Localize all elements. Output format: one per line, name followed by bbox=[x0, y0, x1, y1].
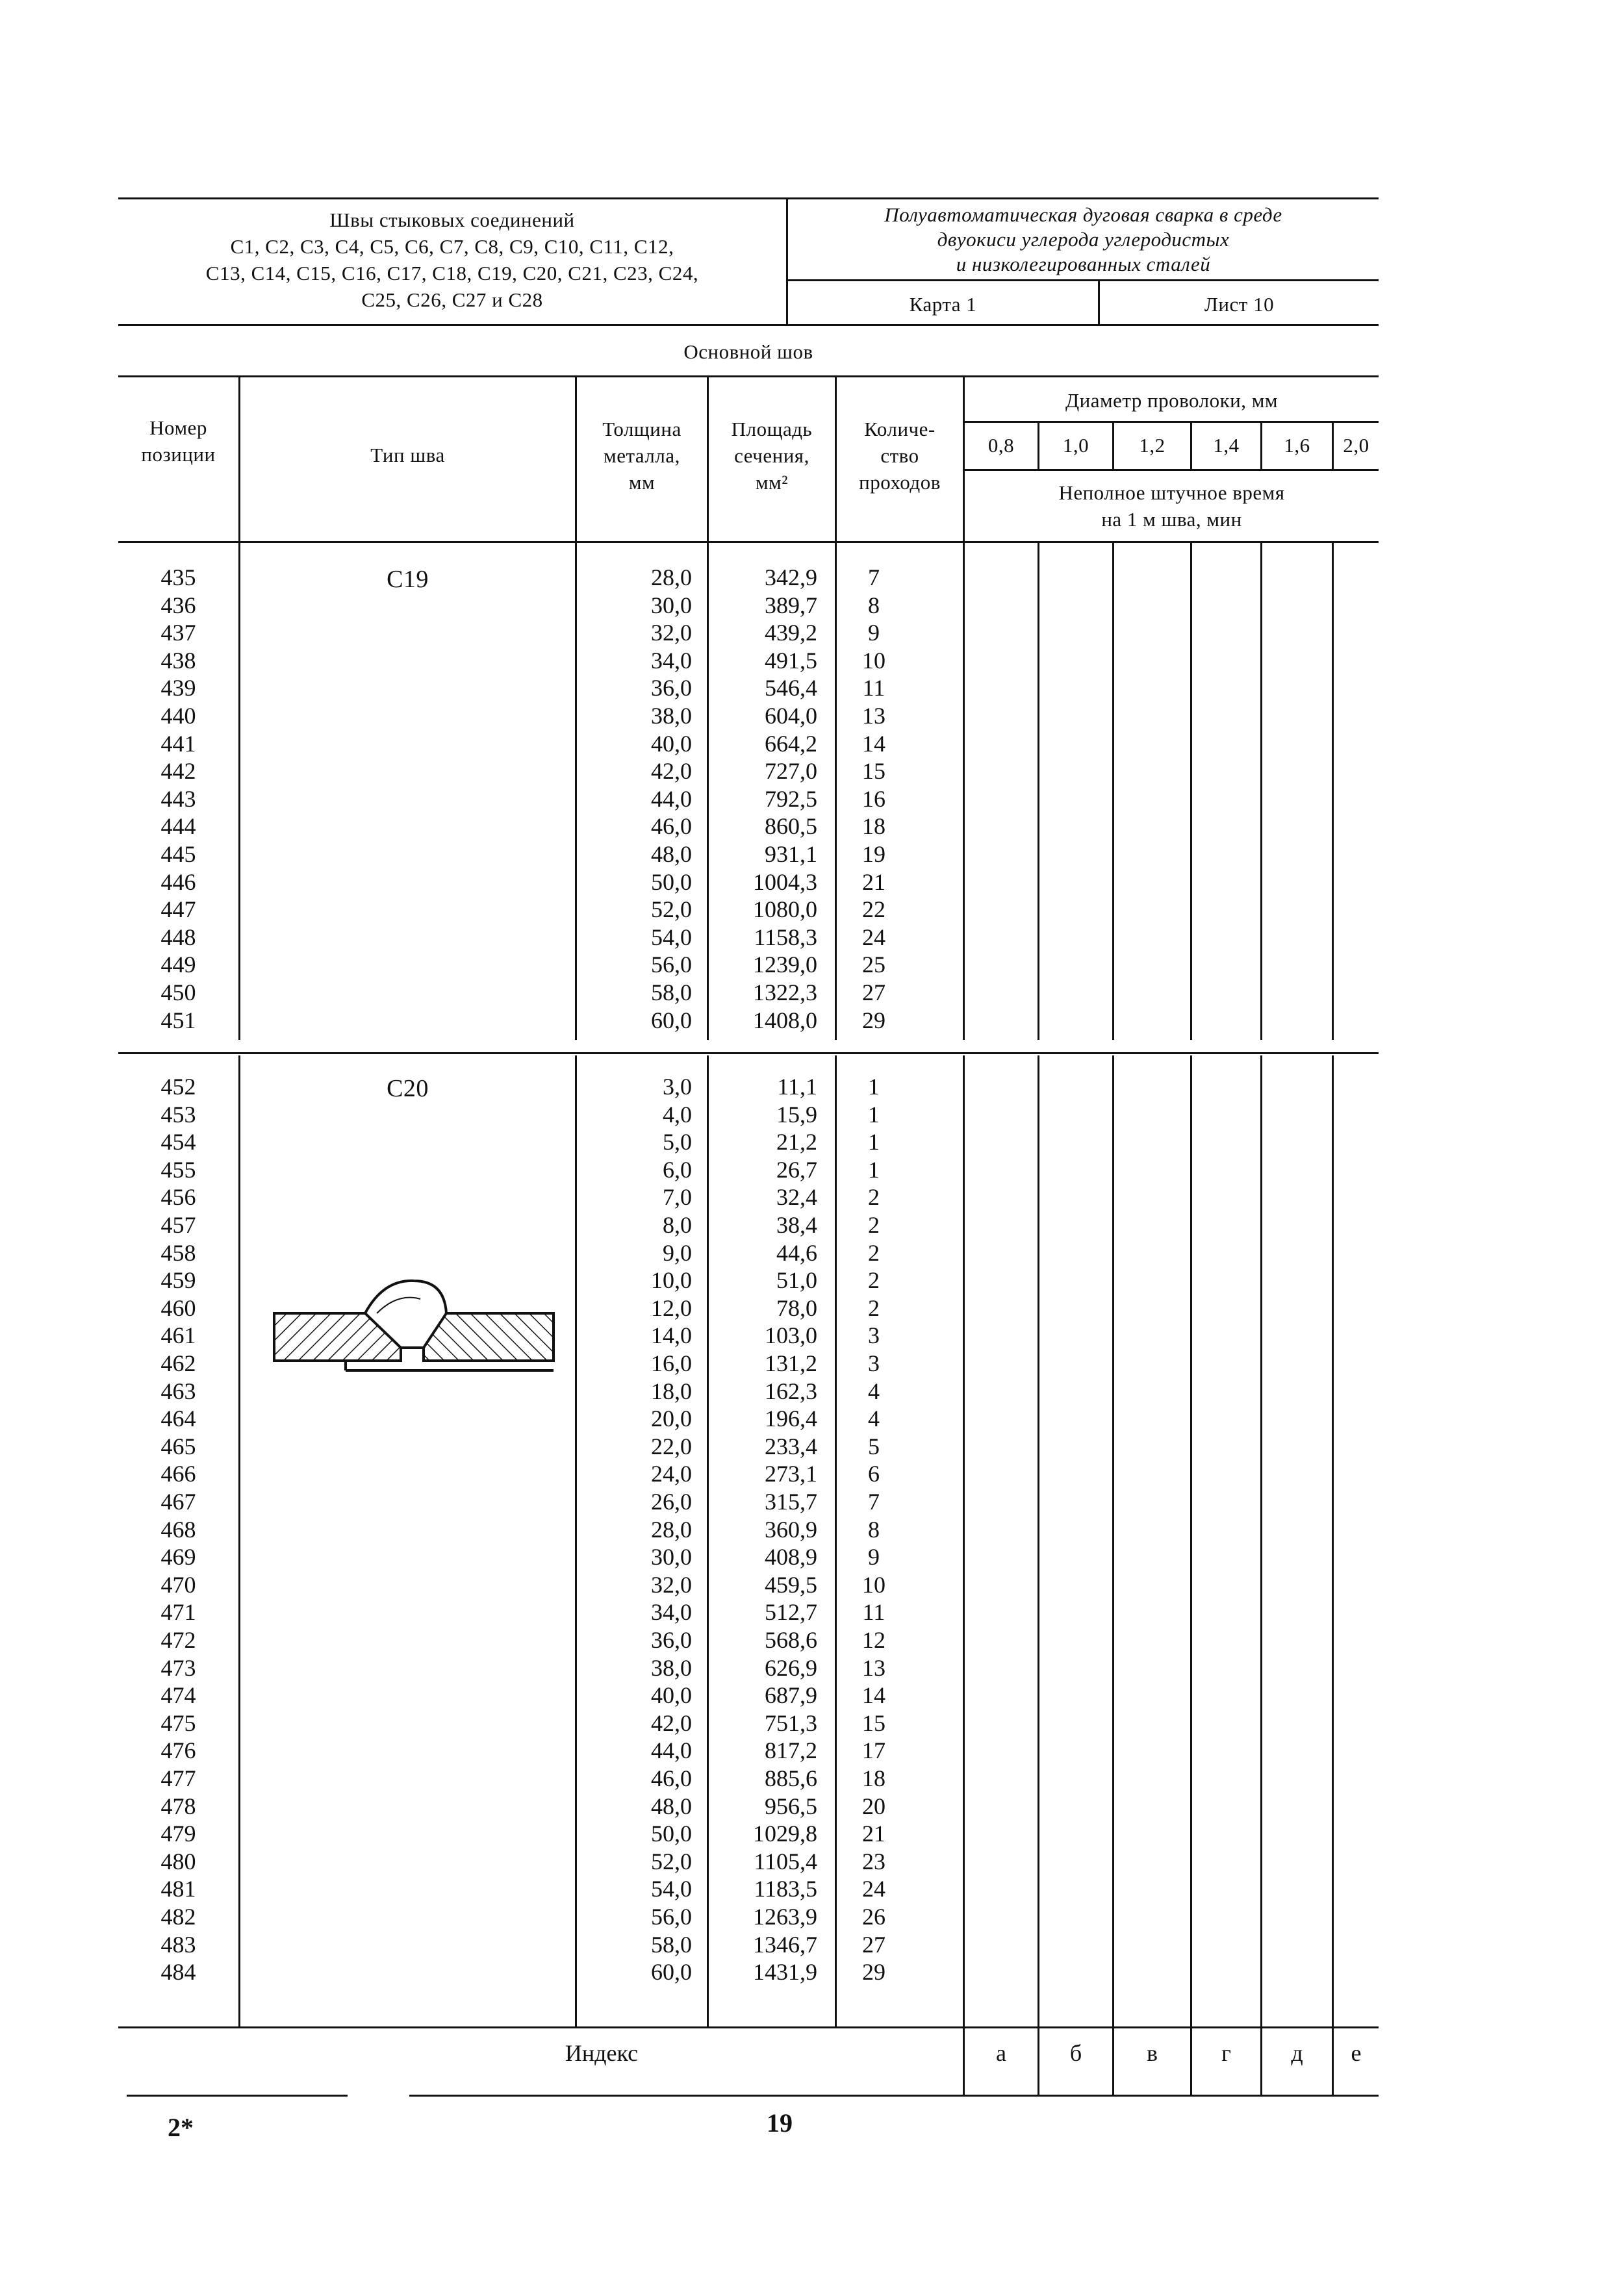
cell-thickness: 10,0 bbox=[651, 1267, 692, 1294]
cell-position: 482 bbox=[160, 1904, 196, 1930]
cell-area: 78,0 bbox=[776, 1294, 817, 1321]
top-rule bbox=[118, 197, 1379, 199]
cell-position: 460 bbox=[160, 1294, 196, 1321]
cell-position: 476 bbox=[160, 1737, 196, 1764]
seam-type-c19: С19 bbox=[387, 566, 429, 593]
cell-passes: 24 bbox=[862, 924, 885, 950]
cell-thickness: 34,0 bbox=[651, 647, 692, 674]
index-e: е bbox=[1351, 2040, 1362, 2066]
index-label: Индекс bbox=[565, 2040, 639, 2066]
header-rows-rule bbox=[118, 541, 1379, 543]
cell-thickness: 50,0 bbox=[651, 868, 692, 895]
cell-thickness: 28,0 bbox=[651, 1516, 692, 1543]
cell-passes: 15 bbox=[862, 758, 885, 785]
cell-area: 196,4 bbox=[765, 1406, 817, 1432]
cell-area: 687,9 bbox=[765, 1682, 817, 1709]
col-head-passes bbox=[837, 416, 963, 496]
header-right-line: двуокиси углерода углеродистых bbox=[937, 228, 1230, 251]
col-head-thickness bbox=[577, 416, 707, 496]
body-col-divider bbox=[238, 1055, 240, 2026]
body-col-divider bbox=[963, 541, 965, 1040]
cell-thickness: 42,0 bbox=[651, 758, 692, 785]
cell-passes: 1 bbox=[868, 1156, 880, 1183]
index-b: б bbox=[1069, 2040, 1082, 2066]
cell-thickness: 44,0 bbox=[651, 785, 692, 812]
col-head-line: мм² bbox=[755, 471, 789, 494]
cell-thickness: 24,0 bbox=[651, 1461, 692, 1487]
seam-type-c20: С20 bbox=[387, 1075, 429, 1102]
cell-area: 792,5 bbox=[765, 785, 817, 812]
col-head-line: металла, bbox=[604, 444, 680, 467]
cell-area: 626,9 bbox=[765, 1654, 817, 1681]
cell-area: 439,2 bbox=[765, 620, 817, 646]
cell-thickness: 30,0 bbox=[651, 592, 692, 618]
cell-area: 273,1 bbox=[765, 1461, 817, 1487]
cell-passes: 17 bbox=[862, 1737, 885, 1764]
cell-area: 162,3 bbox=[765, 1378, 817, 1404]
body-col-divider bbox=[1112, 541, 1114, 1040]
header-right-line: и низколегированных сталей bbox=[956, 253, 1211, 275]
cell-passes: 27 bbox=[862, 1931, 885, 1958]
weld-section-drawing bbox=[268, 1273, 560, 1374]
cell-passes: 16 bbox=[862, 785, 885, 812]
cell-passes: 24 bbox=[862, 1876, 885, 1902]
cell-passes: 19 bbox=[862, 841, 885, 867]
cell-thickness: 18,0 bbox=[651, 1378, 692, 1404]
cell-area: 342,9 bbox=[765, 564, 817, 590]
header-bottom-rule bbox=[118, 324, 1379, 326]
cell-area: 44,6 bbox=[776, 1239, 817, 1266]
cell-position: 456 bbox=[160, 1184, 196, 1211]
cell-position: 484 bbox=[160, 1959, 196, 1986]
col-head-line: Неполное штучное время bbox=[1058, 481, 1285, 504]
cell-area: 727,0 bbox=[765, 758, 817, 785]
cell-area: 459,5 bbox=[765, 1571, 817, 1598]
cell-thickness: 36,0 bbox=[651, 1627, 692, 1653]
cell-position: 458 bbox=[160, 1239, 196, 1266]
header-right-line: Полуавтоматическая дуговая сварка в среде bbox=[884, 203, 1282, 226]
body-col-divider bbox=[1260, 541, 1262, 1040]
cell-thickness: 3,0 bbox=[663, 1074, 692, 1100]
cell-area: 389,7 bbox=[765, 592, 817, 618]
cell-thickness: 54,0 bbox=[651, 1876, 692, 1902]
cell-passes: 4 bbox=[868, 1378, 880, 1404]
page-number: 19 bbox=[767, 2108, 793, 2138]
cell-passes: 2 bbox=[868, 1212, 880, 1238]
cell-passes: 25 bbox=[862, 952, 885, 978]
cell-position: 468 bbox=[160, 1516, 196, 1543]
cell-passes: 27 bbox=[862, 979, 885, 1005]
cell-area: 1322,3 bbox=[753, 979, 817, 1005]
cell-position: 450 bbox=[160, 979, 196, 1005]
cell-position: 435 bbox=[160, 564, 196, 590]
cell-passes: 12 bbox=[862, 1627, 885, 1653]
cell-area: 885,6 bbox=[765, 1765, 817, 1791]
body-col-divider bbox=[963, 1055, 965, 2095]
cell-area: 1263,9 bbox=[753, 1904, 817, 1930]
cell-thickness: 58,0 bbox=[651, 1931, 692, 1958]
cell-passes: 21 bbox=[862, 868, 885, 895]
diameter-0-8: 0,8 bbox=[987, 434, 1015, 457]
cell-position: 439 bbox=[160, 675, 196, 701]
col-head-line: проходов bbox=[859, 471, 941, 494]
cell-thickness: 5,0 bbox=[663, 1129, 692, 1155]
cell-thickness: 34,0 bbox=[651, 1599, 692, 1626]
cell-passes: 4 bbox=[868, 1406, 880, 1432]
cell-thickness: 56,0 bbox=[651, 1904, 692, 1930]
cell-passes: 9 bbox=[868, 1544, 880, 1571]
sheet-label: Лист 10 bbox=[1204, 293, 1275, 316]
cell-passes: 11 bbox=[862, 675, 885, 701]
cell-area: 32,4 bbox=[776, 1184, 817, 1211]
body-col-divider bbox=[1038, 1055, 1039, 2095]
header-right-rule bbox=[786, 279, 1379, 281]
cell-position: 444 bbox=[160, 813, 196, 840]
index-a: а bbox=[996, 2040, 1006, 2066]
cell-area: 38,4 bbox=[776, 1212, 817, 1238]
col-head-line: позиции bbox=[141, 443, 216, 466]
cell-position: 465 bbox=[160, 1433, 196, 1459]
cell-passes: 18 bbox=[862, 1765, 885, 1791]
cell-position: 466 bbox=[160, 1461, 196, 1487]
col-head-line: на 1 м шва, мин bbox=[1101, 508, 1242, 531]
cell-position: 454 bbox=[160, 1129, 196, 1155]
cell-position: 483 bbox=[160, 1931, 196, 1958]
cell-area: 604,0 bbox=[765, 703, 817, 729]
cell-thickness: 6,0 bbox=[663, 1156, 692, 1183]
cell-passes: 2 bbox=[868, 1294, 880, 1321]
cell-area: 26,7 bbox=[776, 1156, 817, 1183]
body-col-divider bbox=[1260, 1055, 1262, 2095]
cell-passes: 18 bbox=[862, 813, 885, 840]
cell-passes: 13 bbox=[862, 703, 885, 729]
body-col-divider bbox=[1332, 541, 1334, 1040]
col-head-line: Номер bbox=[149, 416, 207, 439]
cell-position: 464 bbox=[160, 1406, 196, 1432]
cell-area: 360,9 bbox=[765, 1516, 817, 1543]
cell-position: 443 bbox=[160, 785, 196, 812]
col-head-line: Площадь bbox=[731, 418, 813, 440]
cell-position: 453 bbox=[160, 1101, 196, 1128]
cell-area: 1158,3 bbox=[754, 924, 817, 950]
cell-area: 1183,5 bbox=[754, 1876, 817, 1902]
cell-passes: 1 bbox=[868, 1101, 880, 1128]
cell-position: 441 bbox=[160, 730, 196, 757]
cell-passes: 22 bbox=[862, 896, 885, 923]
cell-passes: 1 bbox=[868, 1129, 880, 1155]
cell-position: 477 bbox=[160, 1765, 196, 1791]
cell-thickness: 46,0 bbox=[651, 1765, 692, 1791]
diameter-2-0: 2,0 bbox=[1343, 434, 1369, 457]
cell-position: 467 bbox=[160, 1489, 196, 1515]
cell-passes: 23 bbox=[862, 1848, 885, 1874]
cell-passes: 2 bbox=[868, 1239, 880, 1266]
cell-area: 1408,0 bbox=[753, 1007, 817, 1033]
cell-thickness: 8,0 bbox=[663, 1212, 692, 1238]
cell-position: 445 bbox=[160, 841, 196, 867]
cell-thickness: 14,0 bbox=[651, 1322, 692, 1349]
cell-passes: 3 bbox=[868, 1322, 880, 1349]
cell-area: 131,2 bbox=[765, 1350, 817, 1376]
body-col-divider bbox=[1190, 541, 1192, 1040]
cell-position: 438 bbox=[160, 647, 196, 674]
col-head-area bbox=[709, 416, 835, 496]
header-left-line: С25, С26, С27 и С28 bbox=[361, 288, 543, 311]
body-col-divider bbox=[1332, 1055, 1334, 2095]
cell-thickness: 46,0 bbox=[651, 813, 692, 840]
diameter-1-0: 1,0 bbox=[1062, 434, 1089, 457]
cell-passes: 10 bbox=[862, 1571, 885, 1598]
cell-passes: 1 bbox=[868, 1074, 880, 1100]
table-top-rule bbox=[118, 375, 1379, 377]
index-v: в bbox=[1147, 2040, 1158, 2066]
cell-thickness: 16,0 bbox=[651, 1350, 692, 1376]
cell-area: 860,5 bbox=[765, 813, 817, 840]
cell-area: 1105,4 bbox=[754, 1848, 817, 1874]
cell-passes: 21 bbox=[862, 1821, 885, 1847]
cell-area: 664,2 bbox=[765, 730, 817, 757]
cell-thickness: 40,0 bbox=[651, 730, 692, 757]
cell-thickness: 9,0 bbox=[663, 1239, 692, 1266]
cell-position: 474 bbox=[160, 1682, 196, 1709]
cell-position: 451 bbox=[160, 1007, 196, 1033]
cell-passes: 8 bbox=[868, 592, 880, 618]
cell-area: 512,7 bbox=[765, 1599, 817, 1626]
cell-thickness: 52,0 bbox=[651, 1848, 692, 1874]
col-head-seam-type: Тип шва bbox=[370, 444, 445, 466]
header-left-line: С13, С14, С15, С16, С17, С18, С19, С20, С21, С23, С24, bbox=[205, 262, 699, 284]
cell-position: 471 bbox=[160, 1599, 196, 1626]
cell-passes: 15 bbox=[862, 1709, 885, 1736]
cell-thickness: 40,0 bbox=[651, 1682, 692, 1709]
cell-thickness: 36,0 bbox=[651, 675, 692, 701]
body-col-divider bbox=[238, 541, 240, 1040]
cell-position: 475 bbox=[160, 1709, 196, 1736]
cell-position: 462 bbox=[160, 1350, 196, 1376]
cell-thickness: 58,0 bbox=[651, 979, 692, 1005]
cell-position: 455 bbox=[160, 1156, 196, 1183]
col-head-position bbox=[118, 414, 238, 468]
cell-thickness: 4,0 bbox=[663, 1101, 692, 1128]
cell-passes: 3 bbox=[868, 1350, 880, 1376]
body-col-divider bbox=[1038, 541, 1039, 1040]
footer-rule-left bbox=[127, 2095, 348, 2097]
cell-area: 1239,0 bbox=[753, 952, 817, 978]
cell-area: 408,9 bbox=[765, 1544, 817, 1571]
body-col-divider bbox=[1190, 1055, 1192, 2095]
index-g: г bbox=[1221, 2040, 1231, 2066]
header-left bbox=[118, 207, 786, 313]
cell-passes: 20 bbox=[862, 1793, 885, 1819]
cell-position: 463 bbox=[160, 1378, 196, 1404]
cell-area: 315,7 bbox=[765, 1489, 817, 1515]
cell-area: 233,4 bbox=[765, 1433, 817, 1459]
diameter-1-6: 1,6 bbox=[1284, 434, 1310, 457]
diameter-1-4: 1,4 bbox=[1213, 434, 1240, 457]
cell-thickness: 26,0 bbox=[651, 1489, 692, 1515]
cell-passes: 14 bbox=[862, 730, 885, 757]
col-head-diameter: Диаметр проволоки, мм bbox=[1065, 389, 1278, 412]
cell-thickness: 54,0 bbox=[651, 924, 692, 950]
diameter-rule-2 bbox=[963, 469, 1379, 471]
footer-rule-right bbox=[409, 2095, 1379, 2097]
cell-thickness: 30,0 bbox=[651, 1544, 692, 1571]
cell-thickness: 52,0 bbox=[651, 896, 692, 923]
cell-position: 437 bbox=[160, 620, 196, 646]
cell-position: 457 bbox=[160, 1212, 196, 1238]
cell-thickness: 28,0 bbox=[651, 564, 692, 590]
cell-passes: 29 bbox=[862, 1007, 885, 1033]
cell-thickness: 20,0 bbox=[651, 1406, 692, 1432]
cell-position: 469 bbox=[160, 1544, 196, 1571]
cell-area: 1346,7 bbox=[753, 1931, 817, 1958]
cell-position: 448 bbox=[160, 924, 196, 950]
cell-position: 478 bbox=[160, 1793, 196, 1819]
cell-area: 751,3 bbox=[765, 1709, 817, 1736]
col-head-line: ство bbox=[880, 444, 919, 467]
cell-passes: 2 bbox=[868, 1267, 880, 1294]
cell-passes: 9 bbox=[868, 620, 880, 646]
cell-passes: 13 bbox=[862, 1654, 885, 1681]
cell-passes: 8 bbox=[868, 1516, 880, 1543]
cell-position: 440 bbox=[160, 703, 196, 729]
cell-position: 446 bbox=[160, 868, 196, 895]
cell-passes: 7 bbox=[868, 564, 880, 590]
cell-thickness: 12,0 bbox=[651, 1294, 692, 1321]
cell-thickness: 38,0 bbox=[651, 1654, 692, 1681]
cell-thickness: 56,0 bbox=[651, 952, 692, 978]
cell-position: 479 bbox=[160, 1821, 196, 1847]
cell-area: 1431,9 bbox=[753, 1959, 817, 1986]
cell-thickness: 22,0 bbox=[651, 1433, 692, 1459]
cell-passes: 10 bbox=[862, 647, 885, 674]
cell-thickness: 32,0 bbox=[651, 620, 692, 646]
cell-area: 1029,8 bbox=[753, 1821, 817, 1847]
col-head-line: Толщина bbox=[602, 418, 681, 440]
cell-position: 447 bbox=[160, 896, 196, 923]
cell-thickness: 7,0 bbox=[663, 1184, 692, 1211]
cell-passes: 11 bbox=[862, 1599, 885, 1626]
cell-passes: 26 bbox=[862, 1904, 885, 1930]
signature-mark: 2* bbox=[168, 2113, 194, 2142]
cell-area: 21,2 bbox=[776, 1129, 817, 1155]
cell-area: 931,1 bbox=[765, 841, 817, 867]
cell-thickness: 42,0 bbox=[651, 1709, 692, 1736]
cell-passes: 7 bbox=[868, 1489, 880, 1515]
cell-thickness: 50,0 bbox=[651, 1821, 692, 1847]
cell-position: 473 bbox=[160, 1654, 196, 1681]
card-label: Карта 1 bbox=[909, 293, 977, 316]
index-top-rule bbox=[118, 2026, 1379, 2028]
body-col-divider bbox=[1112, 1055, 1114, 2095]
cell-passes: 5 bbox=[868, 1433, 880, 1459]
cell-position: 481 bbox=[160, 1876, 196, 1902]
cell-passes: 14 bbox=[862, 1682, 885, 1709]
cell-passes: 2 bbox=[868, 1184, 880, 1211]
cell-area: 15,9 bbox=[776, 1101, 817, 1128]
cell-thickness: 44,0 bbox=[651, 1737, 692, 1764]
cell-area: 103,0 bbox=[765, 1322, 817, 1349]
cell-position: 480 bbox=[160, 1848, 196, 1874]
cell-position: 452 bbox=[160, 1074, 196, 1100]
group-separator bbox=[118, 1052, 1379, 1054]
cell-passes: 29 bbox=[862, 1959, 885, 1986]
cell-area: 817,2 bbox=[765, 1737, 817, 1764]
cell-thickness: 38,0 bbox=[651, 703, 692, 729]
cell-area: 11,1 bbox=[777, 1074, 817, 1100]
cell-thickness: 32,0 bbox=[651, 1571, 692, 1598]
col-head-line: мм bbox=[628, 471, 656, 494]
cell-position: 459 bbox=[160, 1267, 196, 1294]
cell-area: 51,0 bbox=[776, 1267, 817, 1294]
cell-thickness: 60,0 bbox=[651, 1959, 692, 1986]
cell-thickness: 60,0 bbox=[651, 1007, 692, 1033]
header-right bbox=[788, 203, 1379, 277]
cell-position: 436 bbox=[160, 592, 196, 618]
col-head-line: сечения, bbox=[734, 444, 809, 467]
cell-thickness: 48,0 bbox=[651, 1793, 692, 1819]
diameter-1-2: 1,2 bbox=[1139, 434, 1165, 457]
col-head-line: Количе- bbox=[864, 418, 936, 440]
col-head-time bbox=[965, 479, 1379, 533]
cell-position: 461 bbox=[160, 1322, 196, 1349]
index-d: д bbox=[1291, 2040, 1303, 2066]
cell-area: 956,5 bbox=[765, 1793, 817, 1819]
cell-position: 470 bbox=[160, 1571, 196, 1598]
cell-area: 491,5 bbox=[765, 647, 817, 674]
diameter-rule bbox=[963, 421, 1379, 423]
section-title: Основной шов bbox=[683, 340, 813, 363]
cell-position: 442 bbox=[160, 758, 196, 785]
cell-area: 1004,3 bbox=[753, 868, 817, 895]
cell-area: 1080,0 bbox=[753, 896, 817, 923]
cell-position: 472 bbox=[160, 1627, 196, 1653]
header-left-line: С1, С2, С3, С4, С5, С6, С7, С8, С9, С10, С11, С12, bbox=[230, 235, 674, 258]
cell-passes: 6 bbox=[868, 1461, 880, 1487]
cell-thickness: 48,0 bbox=[651, 841, 692, 867]
cell-area: 546,4 bbox=[765, 675, 817, 701]
cell-area: 568,6 bbox=[765, 1627, 817, 1653]
header-left-line: Швы стыковых соединений bbox=[329, 208, 575, 231]
cell-position: 449 bbox=[160, 952, 196, 978]
